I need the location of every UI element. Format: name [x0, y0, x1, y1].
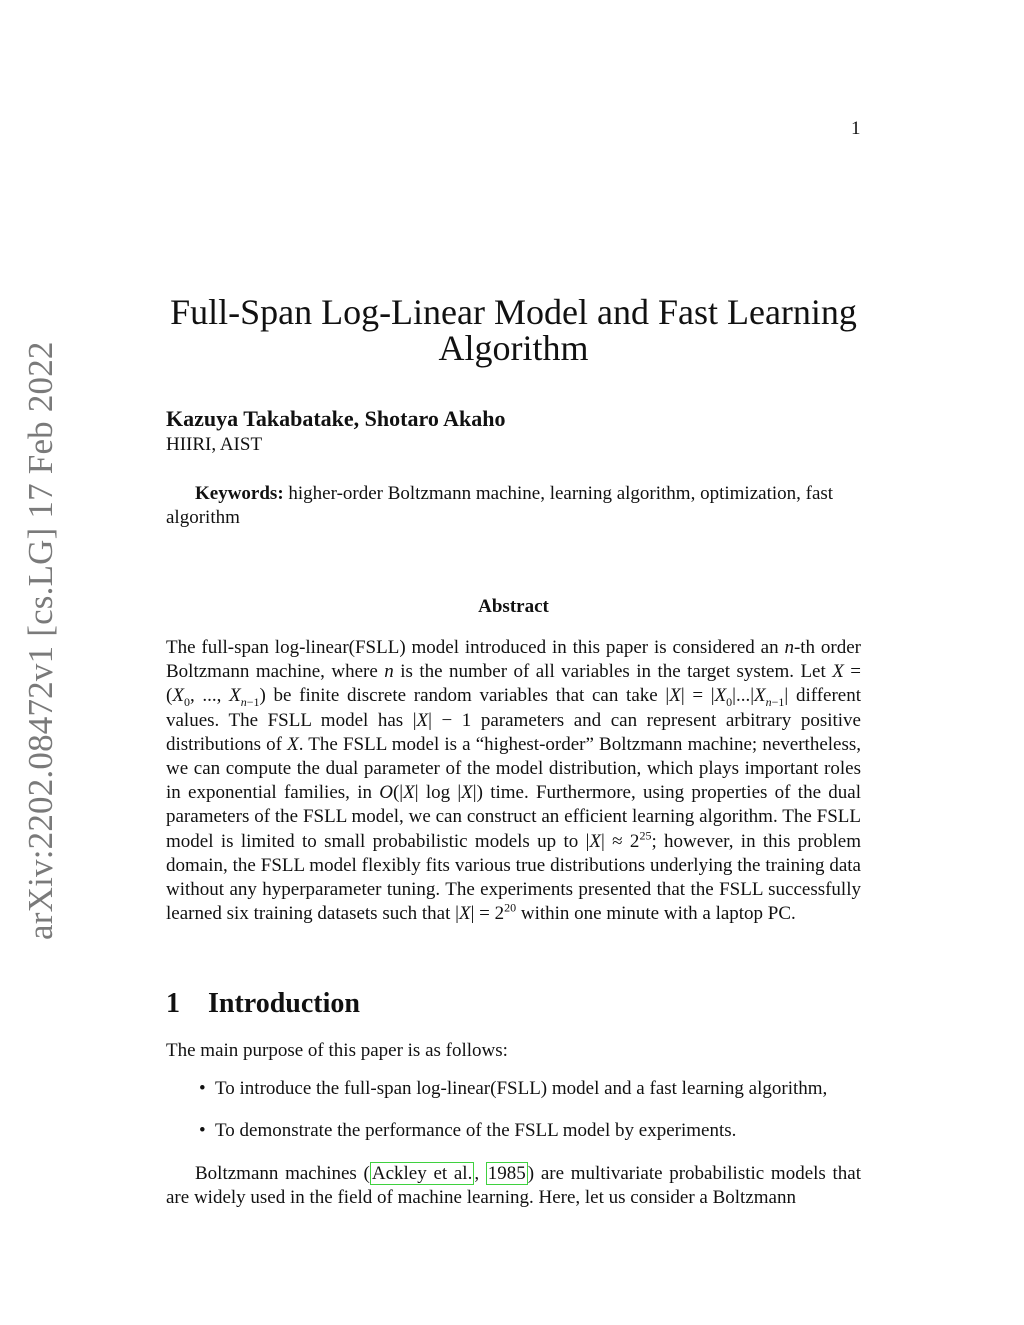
section-heading-introduction	[166, 988, 861, 1020]
author-names: Kazuya Takabatake, Shotaro Akaho	[166, 406, 506, 431]
list-item: • To demonstrate the performance of the FSLL model by experiments.	[166, 1120, 861, 1162]
keywords-label: Keywords:	[195, 483, 284, 504]
abstract-body: The full-span log-linear(FSLL) model introduced in this paper is considered an n-th order Boltzmann machine, where n is the number of all variables in the target system. Let $X = (X_0$, ..., $X_{n-1}$) be finite discrete random variables that can take $|X| = |X_0|...|X_{n-1}|$ different values. The FSLL model has |X| − 1 parameters and can represent arbitrary positive distributions of X. The FSLL model is a “highest-order” Boltzmann machine; nevertheless, we can compute the dual parameter of the model distribution, which plays important roles in exponential families, in O(|X| log |X|) time. Furthermore, using properties of the dual parameters of the FSLL model, we can construct an efficient learning algorithm. The FSLL model is limited to small probabilistic models up to $|X| \approx 2^{25}$; however, in this problem domain, the FSLL model flexibly fits various true distributions underlying the training data without any hyperparameter tuning. The experiments presented that the FSLL successfully learned six training datasets such that $|X| = 2^{20}$ within one minute with a laptop PC.	[166, 637, 862, 925]
abstract-heading: Abstract	[478, 596, 549, 617]
arxiv-identifier-stamp: arXiv:2202.08472v1 [cs.LG] 17 Feb 2022	[21, 341, 60, 940]
list-item: • To introduce the full-span log-linear(FSLL) model and a fast learning algorithm,	[166, 1078, 861, 1120]
keywords-line	[166, 482, 861, 530]
intro-bullet-list	[166, 1078, 861, 1162]
citation-link-author[interactable]: Ackley et al.	[371, 1163, 473, 1184]
author-affiliation: HIIRI, AIST	[166, 434, 263, 455]
keywords-text: higher-order Boltzmann machine, learning algorithm, optimization, fast algorithm	[166, 483, 834, 528]
section-number: 1	[166, 988, 180, 1019]
intro-lead-sentence: The main purpose of this paper is as follows:	[166, 1040, 508, 1061]
intro-paragraph: Boltzmann machines ( Ackley et al. , 1985 ) are multivariate probabilistic models that are widely used in the field of machine learning. Here, let us consider a Boltzmann	[166, 1163, 861, 1209]
section-title: Introduction	[208, 988, 360, 1019]
citation-link-year[interactable]: 1985	[487, 1163, 526, 1184]
page-number: 1	[851, 118, 861, 139]
paper-title: Full-Span Log-Linear Model and Fast Learning Algorithm	[170, 292, 857, 368]
